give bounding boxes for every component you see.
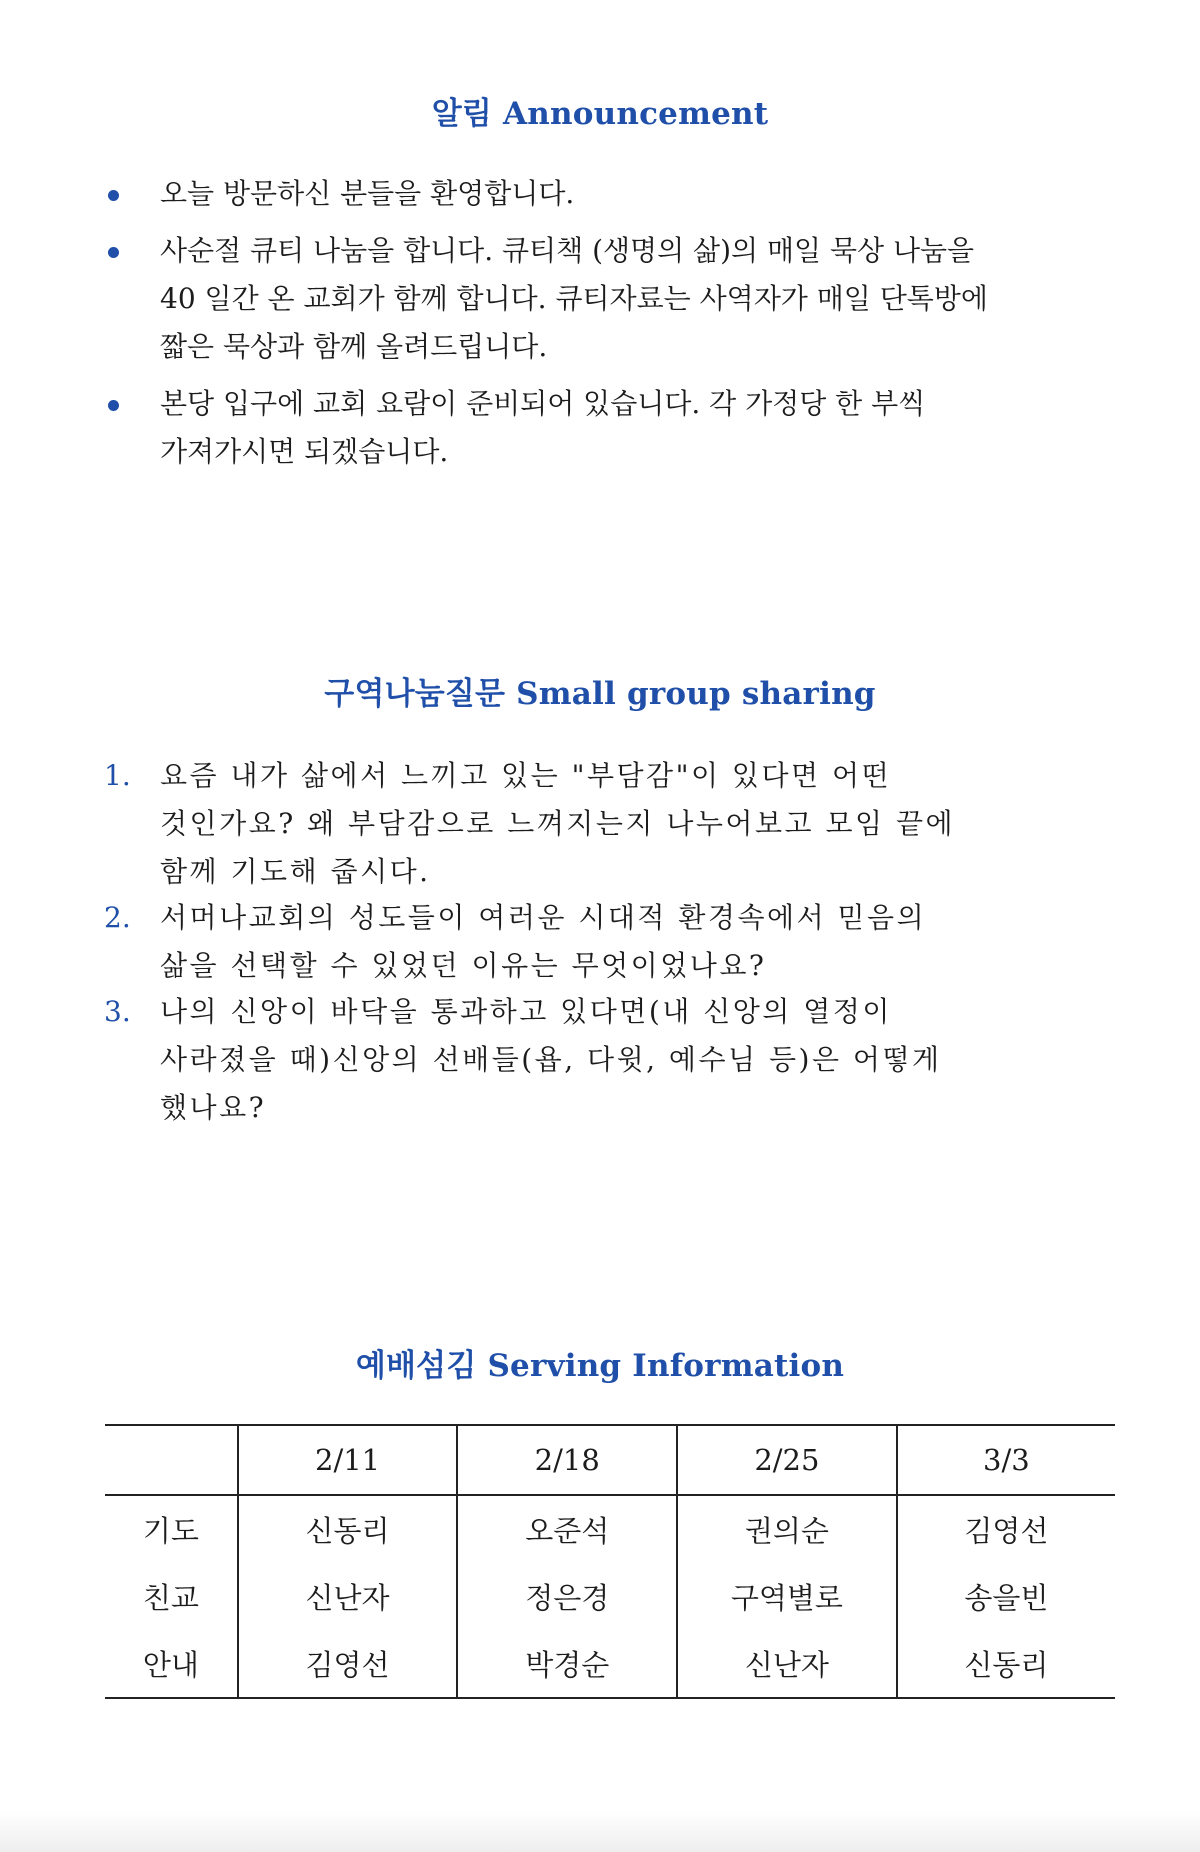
name-cell: 구역별로 [677,1563,897,1630]
announcement-item [160,170,1090,218]
header-role-cell [105,1425,238,1495]
announcement-line: 짧은 묵상과 함께 올려드립니다. [160,330,548,363]
question-item [160,752,1080,896]
question-item [160,988,1080,1132]
role-cell: 친교 [142,1581,199,1615]
question-number: 3. [104,995,131,1028]
announcement-line: 본당 입구에 교회 요람이 준비되어 있습니다. 각 가정당 한 부씩 [160,387,926,420]
name-cell: 박경순 [457,1630,677,1698]
role-cell: 안내 [105,1630,238,1698]
name-cell: 정은경 [457,1563,677,1630]
name-cell: 신동리 [897,1630,1115,1698]
name-cell: 송을빈 [897,1563,1115,1630]
header-date: 2/25 [677,1425,897,1495]
page-bottom-shadow [0,1812,1200,1852]
name-cell: 신동리 [238,1495,458,1563]
bullet-icon [108,247,119,258]
announcement-item [160,227,1090,371]
header-date: 2/11 [238,1425,458,1495]
table-row [105,1630,1115,1698]
table-header-row [105,1425,1115,1495]
table-row [105,1563,1115,1630]
name-cell: 신난자 [238,1563,458,1630]
question-line: 요즘 내가 삶에서 느끼고 있는 "부담감"이 있다면 어떤 [160,759,892,792]
role-cell: 기도 [142,1514,199,1548]
serving-table [105,1424,1115,1699]
header-date: 2/18 [457,1425,677,1495]
question-number: 2. [104,901,131,934]
name-cell: 오준석 [457,1495,677,1563]
table-row [105,1495,1115,1563]
announcement-title: 알림 Announcement [431,96,769,132]
sharing-title: 구역나눔질문 Small group sharing [324,676,876,712]
announcement-line: 오늘 방문하신 분들을 환영합니다. [160,177,575,210]
question-line: 사라졌을 때)신앙의 선배들(욥, 다윗, 예수님 등)은 어떻게 [160,1043,942,1076]
question-line: 서머나교회의 성도들이 여러운 시대적 환경속에서 믿음의 [160,901,927,934]
announcement-item [160,380,1090,476]
name-cell: 김영선 [238,1630,458,1698]
serving-table-wrapper [105,1424,1115,1699]
question-number: 1. [104,759,131,792]
question-line: 삶을 선택할 수 있었던 이유는 무엇이었나요? [160,949,767,982]
question-line: 것인가요? 왜 부담감으로 느껴지는지 나누어보고 모임 끝에 [160,807,956,840]
question-line: 했나요? [160,1091,267,1124]
question-line: 함께 기도해 줍시다. [160,855,431,888]
announcement-line: 가져가시면 되겠습니다. [160,435,449,468]
announcement-line: 40 일간 온 교회가 함께 합니다. 큐티자료는 사역자가 매일 단톡방에 [160,282,988,315]
question-line: 나의 신앙이 바닥을 통과하고 있다면(내 신앙의 열정이 [160,995,892,1028]
serving-title: 예배섬김 Serving Information [355,1348,845,1384]
announcement-line: 사순절 큐티 나눔을 합니다. 큐티책 (생명의 삶)의 매일 묵상 나눔을 [160,234,975,267]
name-cell: 신난자 [677,1630,897,1698]
question-item [160,894,1080,990]
name-cell: 김영선 [897,1495,1115,1563]
name-cell: 권의순 [677,1495,897,1563]
bullet-icon [108,400,119,411]
header-date: 3/3 [897,1425,1115,1495]
bullet-icon [108,190,119,201]
